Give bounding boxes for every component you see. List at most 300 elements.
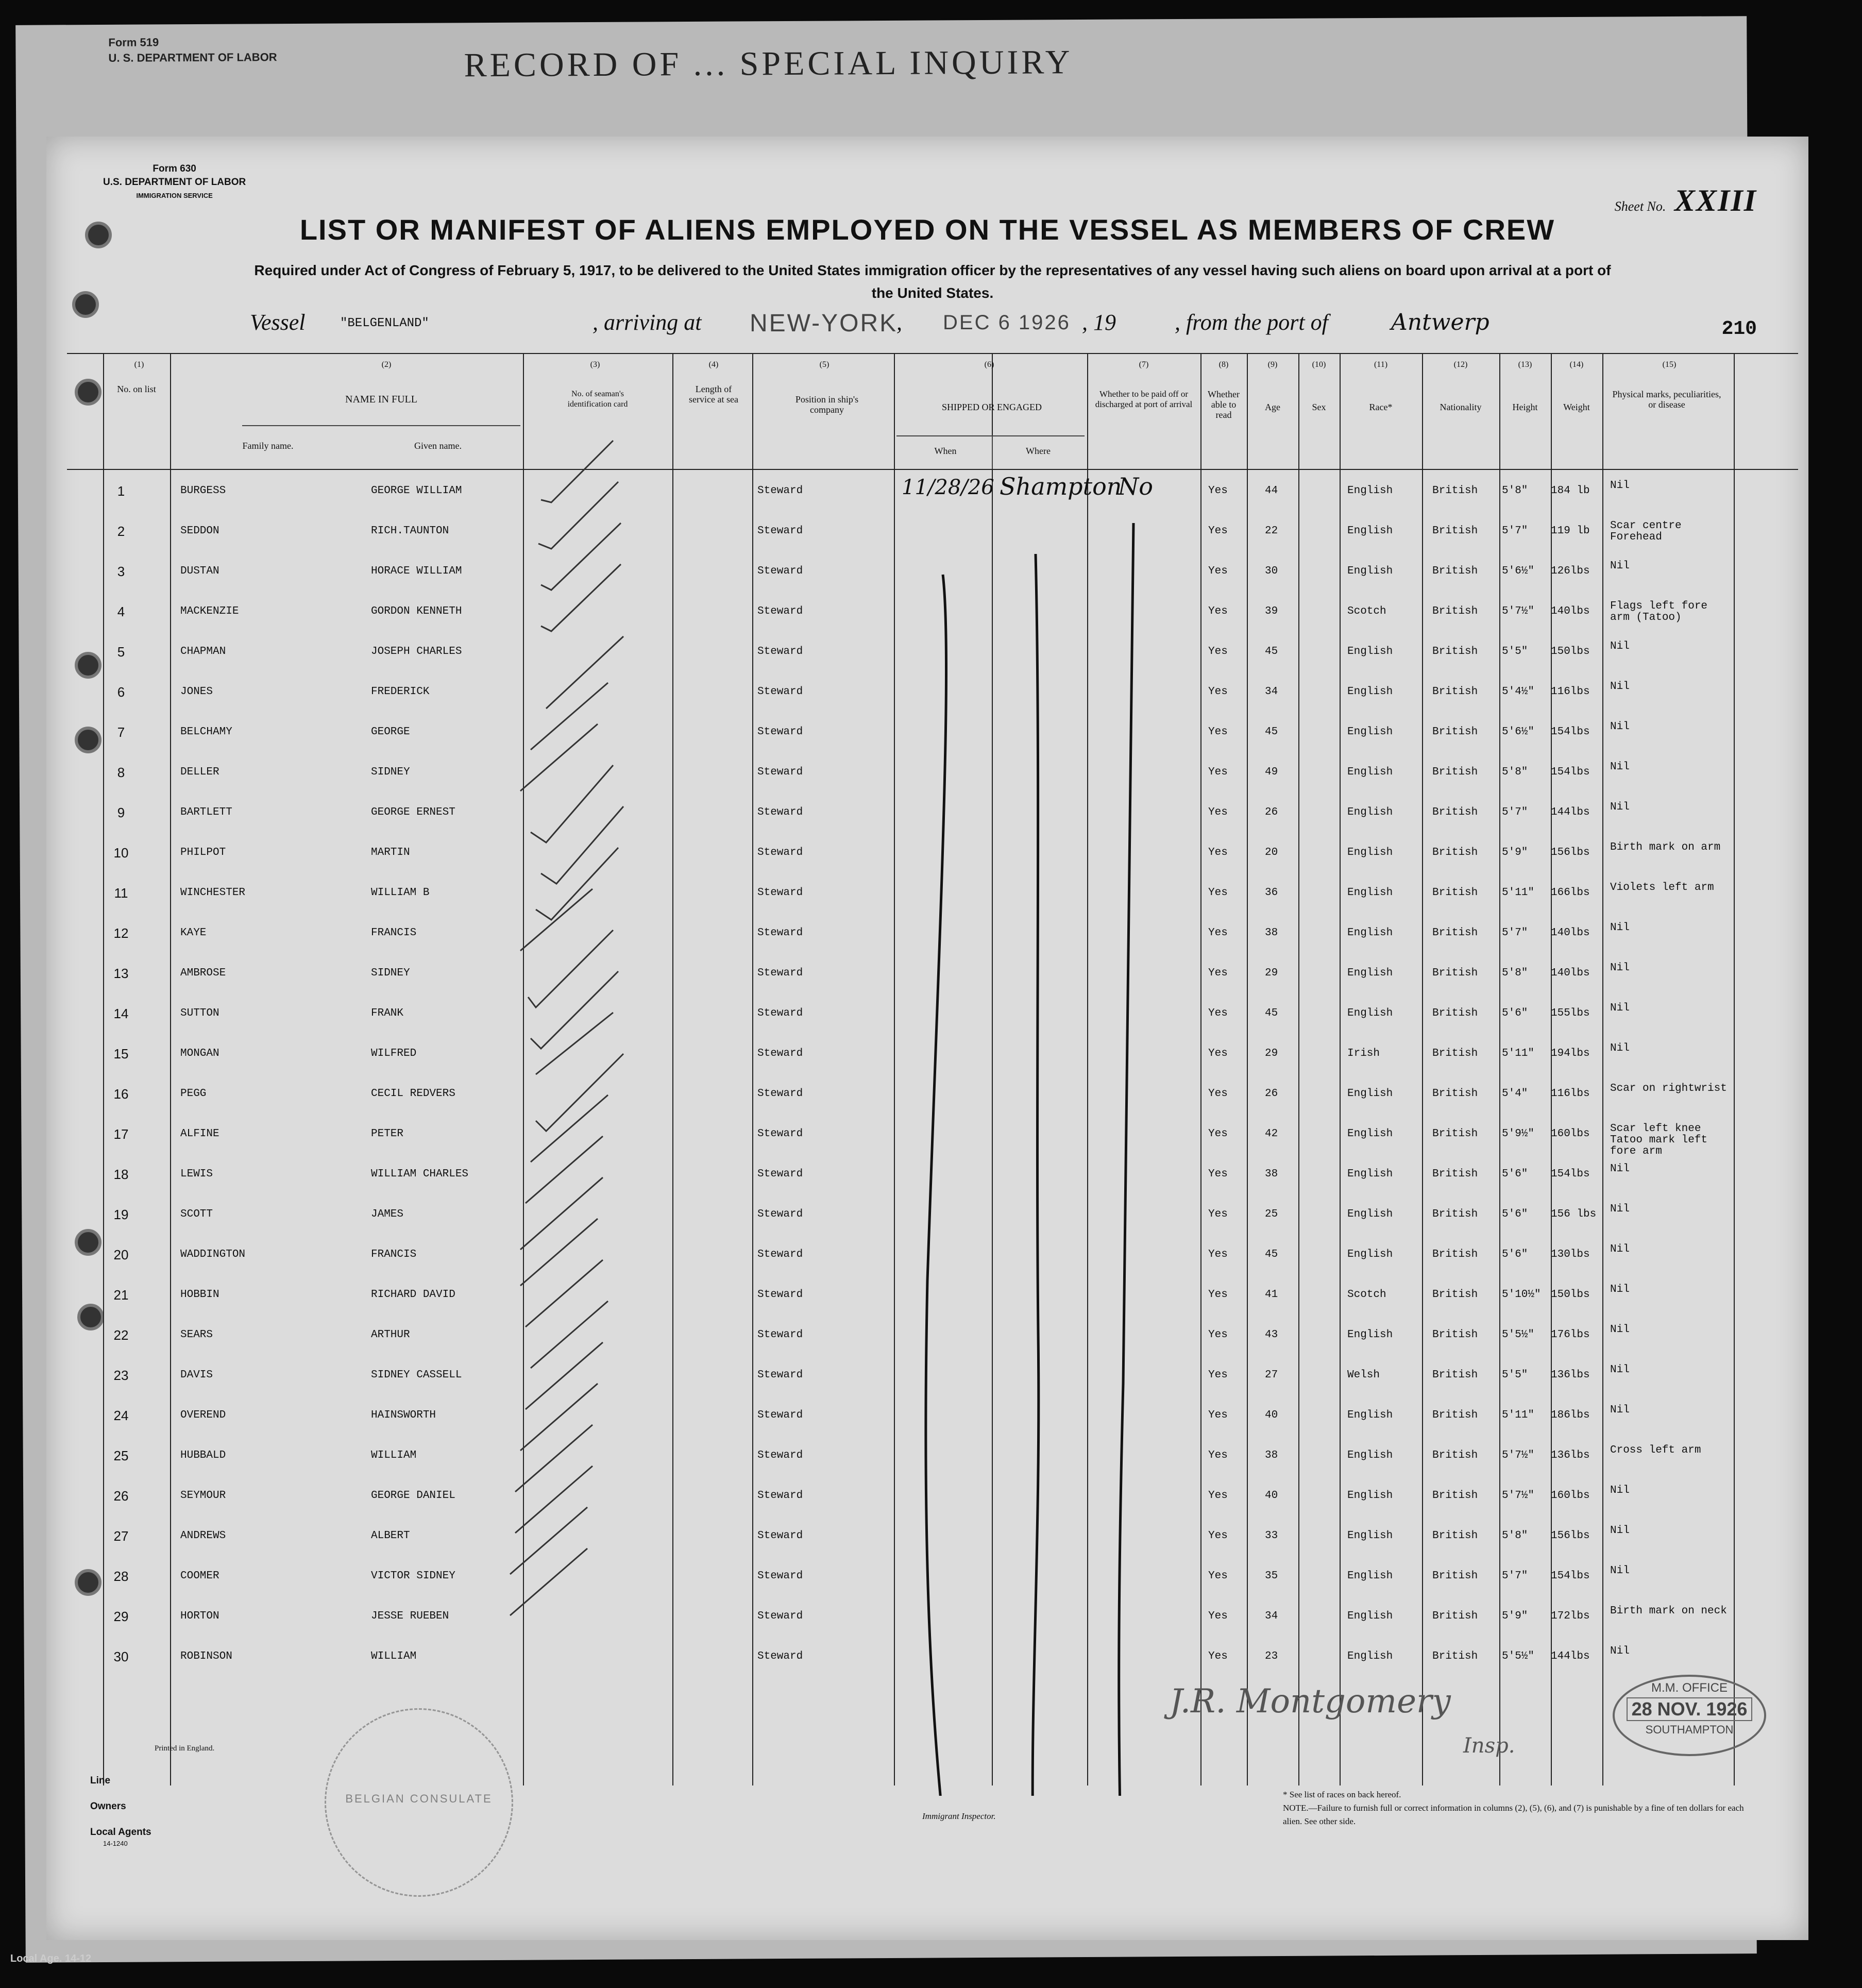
cell-weight: 154lbs bbox=[1551, 766, 1590, 778]
cell-position: Steward bbox=[757, 1409, 803, 1421]
cell-marks: Birth mark on arm bbox=[1610, 841, 1721, 853]
col-number: (2) bbox=[381, 360, 392, 369]
handwritten-marks bbox=[67, 353, 1798, 1796]
cell-read: Yes bbox=[1208, 605, 1228, 617]
cell-nationality: British bbox=[1432, 1409, 1478, 1421]
header-shipped: SHIPPED OR ENGAGED bbox=[941, 402, 1042, 412]
cell-weight: 126lbs bbox=[1551, 565, 1590, 577]
cell-read: Yes bbox=[1208, 1289, 1228, 1301]
cell-race: English bbox=[1347, 847, 1393, 858]
cell-position: Steward bbox=[757, 1289, 803, 1301]
cell-height: 5'8" bbox=[1502, 766, 1528, 778]
note-races: * See list of races on back hereof. bbox=[1283, 1790, 1401, 1799]
note-fine: NOTE.—Failure to furnish full or correct information in columns (2), (5), (6), and (7) is punishable by a fine of ten dollars for each alien. See other side. bbox=[1283, 1803, 1744, 1826]
col-number: (11) bbox=[1374, 360, 1388, 369]
cell-given: WILLIAM CHARLES bbox=[371, 1168, 469, 1180]
service: IMMIGRATION SERVICE bbox=[136, 192, 213, 199]
cell-given: GORDON KENNETH bbox=[371, 605, 462, 617]
cell-race: English bbox=[1347, 927, 1393, 939]
header-where: Where bbox=[1026, 446, 1051, 456]
cell-nationality: British bbox=[1432, 485, 1478, 497]
consulate-text: BELGIAN CONSULATE bbox=[345, 1792, 493, 1805]
cell-position: Steward bbox=[757, 1610, 803, 1622]
agents-code: 14-1240 bbox=[103, 1840, 128, 1847]
cell-family: SUTTON bbox=[180, 1007, 219, 1019]
cell-given: JAMES bbox=[371, 1208, 404, 1220]
cell-no: 13 bbox=[113, 966, 129, 981]
cell-nationality: British bbox=[1432, 847, 1478, 858]
cell-height: 5'6" bbox=[1502, 1208, 1528, 1220]
crew-table bbox=[67, 353, 1798, 1770]
cell-age: 25 bbox=[1265, 1208, 1278, 1220]
cell-nationality: British bbox=[1432, 1650, 1478, 1662]
cell-given: FRANK bbox=[371, 1007, 404, 1019]
stamp-city: SOUTHAMPTON bbox=[1645, 1723, 1734, 1736]
cell-weight: 160lbs bbox=[1551, 1128, 1590, 1140]
cell-no: 26 bbox=[113, 1488, 129, 1504]
owners-label: Owners bbox=[90, 1801, 126, 1812]
cell-race: Welsh bbox=[1347, 1369, 1380, 1381]
col-number: (1) bbox=[134, 360, 144, 369]
cell-race: Scotch bbox=[1347, 1289, 1386, 1301]
cell-read: Yes bbox=[1208, 1409, 1228, 1421]
cell-nationality: British bbox=[1432, 1208, 1478, 1220]
cell-position: Steward bbox=[757, 1650, 803, 1662]
cell-position: Steward bbox=[757, 686, 803, 698]
cell-no: 5 bbox=[117, 644, 125, 660]
cell-given: ALBERT bbox=[371, 1530, 410, 1542]
cell-given: WILFRED bbox=[371, 1048, 417, 1059]
cell-family: SEARS bbox=[180, 1329, 213, 1341]
cell-read: Yes bbox=[1208, 806, 1228, 818]
cell-height: 5'8" bbox=[1502, 1530, 1528, 1542]
printed-in: Printed in England. bbox=[155, 1744, 215, 1753]
cell-marks: Nil bbox=[1610, 801, 1630, 813]
cell-no: 18 bbox=[113, 1167, 129, 1182]
col-number: (15) bbox=[1662, 360, 1677, 369]
header-position: Position in ship's company bbox=[795, 394, 859, 415]
cell-position: Steward bbox=[757, 1128, 803, 1140]
cell-height: 5'8" bbox=[1502, 967, 1528, 979]
cell-given: JOSEPH CHARLES bbox=[371, 646, 462, 658]
cell-no: 9 bbox=[117, 805, 125, 820]
cell-weight: 156lbs bbox=[1551, 847, 1590, 858]
cell-family: CHAPMAN bbox=[180, 646, 226, 658]
cell-marks: Scar on rightwrist bbox=[1610, 1083, 1727, 1094]
back-form-no: Form 519 bbox=[108, 36, 159, 49]
cell-height: 5'7" bbox=[1502, 806, 1528, 818]
cell-height: 5'5½" bbox=[1502, 1329, 1535, 1341]
inspector-signature: J.R. Montgomery bbox=[1170, 1682, 1451, 1721]
arrival-date: DEC 6 1926 bbox=[943, 311, 1071, 334]
cell-height: 5'4½" bbox=[1502, 686, 1535, 698]
page-number: 210 bbox=[1721, 318, 1757, 340]
cell-given: PETER bbox=[371, 1128, 404, 1140]
vessel-name: "BELGENLAND" bbox=[340, 316, 429, 330]
cell-position: Steward bbox=[757, 485, 803, 497]
cell-height: 5'9" bbox=[1502, 1610, 1528, 1622]
inspector-label: Immigrant Inspector. bbox=[922, 1811, 996, 1821]
header-nationality: Nationality bbox=[1440, 402, 1482, 412]
tick-marks bbox=[510, 441, 623, 1615]
cell-nationality: British bbox=[1432, 806, 1478, 818]
page-title: LIST OR MANIFEST OF ALIENS EMPLOYED ON THE VESSEL AS MEMBERS OF CREW bbox=[299, 213, 1555, 246]
cell-race: English bbox=[1347, 1128, 1393, 1140]
vessel-label: Vessel bbox=[250, 310, 306, 335]
cell-age: 45 bbox=[1265, 726, 1278, 738]
cell-age: 20 bbox=[1265, 847, 1278, 858]
cell-marks: Nil bbox=[1610, 1163, 1630, 1175]
cell-height: 5'7½" bbox=[1502, 605, 1535, 617]
cell-given: GEORGE WILLIAM bbox=[371, 485, 462, 497]
cell-family: LEWIS bbox=[180, 1168, 213, 1180]
cell-age: 34 bbox=[1265, 1610, 1278, 1622]
cell-given: HAINSWORTH bbox=[371, 1409, 436, 1421]
cell-read: Yes bbox=[1208, 1450, 1228, 1461]
cell-given: WILLIAM bbox=[371, 1650, 417, 1662]
cell-race: English bbox=[1347, 1490, 1393, 1502]
cell-height: 5'9½" bbox=[1502, 1128, 1535, 1140]
cell-race: English bbox=[1347, 806, 1393, 818]
cell-no: 30 bbox=[113, 1649, 129, 1664]
cell-family: WADDINGTON bbox=[180, 1249, 246, 1260]
cell-given: SIDNEY bbox=[371, 967, 410, 979]
cell-no: 8 bbox=[117, 765, 125, 780]
cell-marks: Nil bbox=[1610, 761, 1630, 773]
cell-no: 25 bbox=[113, 1448, 129, 1463]
cell-age: 45 bbox=[1265, 1249, 1278, 1260]
cell-height: 5'4" bbox=[1502, 1088, 1528, 1100]
cell-position: Steward bbox=[757, 887, 803, 899]
sheet-no-value: XXIII bbox=[1674, 183, 1757, 217]
header-given: Given name. bbox=[414, 441, 462, 451]
consulate-seal bbox=[325, 1708, 513, 1897]
cell-height: 5'7" bbox=[1502, 1570, 1528, 1582]
cell-no: 23 bbox=[113, 1368, 129, 1383]
header-race: Race* bbox=[1369, 402, 1393, 412]
cell-age: 40 bbox=[1265, 1490, 1278, 1502]
cell-weight: 140lbs bbox=[1551, 967, 1590, 979]
cell-age: 38 bbox=[1265, 1168, 1278, 1180]
cell-family: HOBBIN bbox=[180, 1289, 219, 1301]
cell-race: English bbox=[1347, 686, 1393, 698]
agents-label: Local Agents bbox=[90, 1827, 151, 1838]
cell-weight: 176lbs bbox=[1551, 1329, 1590, 1341]
cell-read: Yes bbox=[1208, 1490, 1228, 1502]
cell-age: 23 bbox=[1265, 1650, 1278, 1662]
cell-weight: 194lbs bbox=[1551, 1048, 1590, 1059]
cell-marks: Nil bbox=[1610, 1243, 1630, 1255]
cell-age: 22 bbox=[1265, 525, 1278, 537]
cell-marks: Nil bbox=[1610, 962, 1630, 974]
cell-position: Steward bbox=[757, 967, 803, 979]
cell-race: Scotch bbox=[1347, 605, 1386, 617]
cell-age: 33 bbox=[1265, 1530, 1278, 1542]
cell-family: SEDDON bbox=[180, 525, 219, 537]
cell-height: 5'8" bbox=[1502, 485, 1528, 497]
cell-family: DELLER bbox=[180, 766, 219, 778]
cell-family: ALFINE bbox=[180, 1128, 219, 1140]
col-number: (4) bbox=[708, 360, 719, 369]
cell-position: Steward bbox=[757, 806, 803, 818]
cell-given: GEORGE bbox=[371, 726, 410, 738]
cell-nationality: British bbox=[1432, 1088, 1478, 1100]
insp-mark: Insp. bbox=[1463, 1734, 1515, 1758]
cell-given: RICHARD DAVID bbox=[371, 1289, 455, 1301]
cell-marks: Nil bbox=[1610, 1565, 1630, 1577]
cell-weight: 156 lbs bbox=[1551, 1208, 1597, 1220]
cell-marks: Scar left knee Tatoo mark left fore arm bbox=[1610, 1123, 1708, 1157]
cell-marks: Nil bbox=[1610, 1364, 1630, 1376]
cell-no: 19 bbox=[113, 1207, 129, 1222]
cell-no: 12 bbox=[113, 925, 129, 941]
col-number: (8) bbox=[1218, 360, 1229, 369]
cell-age: 38 bbox=[1265, 927, 1278, 939]
cell-no: 22 bbox=[113, 1327, 129, 1343]
cell-no: 29 bbox=[113, 1609, 129, 1624]
cell-read: Yes bbox=[1208, 726, 1228, 738]
cell-nationality: British bbox=[1432, 1168, 1478, 1180]
cell-nationality: British bbox=[1432, 565, 1478, 577]
cell-position: Steward bbox=[757, 525, 803, 537]
header-when: When bbox=[934, 446, 957, 456]
cell-read: Yes bbox=[1208, 927, 1228, 939]
cell-marks: Cross left arm bbox=[1610, 1444, 1701, 1456]
back-form-id bbox=[108, 34, 277, 66]
cell-weight: 130lbs bbox=[1551, 1249, 1590, 1260]
cell-height: 5'11" bbox=[1502, 1048, 1535, 1059]
cell-marks: Violets left arm bbox=[1610, 882, 1714, 894]
cell-read: Yes bbox=[1208, 485, 1228, 497]
cell-given: WILLIAM B bbox=[371, 887, 430, 899]
cell-read: Yes bbox=[1208, 565, 1228, 577]
cell-given: FREDERICK bbox=[371, 686, 430, 698]
cell-read: Yes bbox=[1208, 1329, 1228, 1341]
cell-race: English bbox=[1347, 485, 1393, 497]
cell-family: SEYMOUR bbox=[180, 1490, 226, 1502]
form-no: Form 630 bbox=[153, 163, 196, 174]
cell-given: WILLIAM bbox=[371, 1450, 417, 1461]
cell-race: English bbox=[1347, 1530, 1393, 1542]
cell-weight: 155lbs bbox=[1551, 1007, 1590, 1019]
cell-given: GEORGE DANIEL bbox=[371, 1490, 455, 1502]
cell-marks: Nil bbox=[1610, 1404, 1630, 1416]
cell-height: 5'10½" bbox=[1502, 1289, 1541, 1301]
cell-race: English bbox=[1347, 565, 1393, 577]
cell-given: SIDNEY bbox=[371, 766, 410, 778]
cell-race: English bbox=[1347, 1450, 1393, 1461]
page-subtitle: Required under Act of Congress of February 5, 1917, to be delivered to the United States immigration officer by the representatives of any vessel having such aliens on board upon arrival at a port of the United States. bbox=[254, 262, 1611, 301]
cell-family: SCOTT bbox=[180, 1208, 213, 1220]
cell-age: 36 bbox=[1265, 887, 1278, 899]
sheet-label: Sheet No. bbox=[1614, 199, 1666, 214]
cell-weight: 144lbs bbox=[1551, 806, 1590, 818]
cell-position: Steward bbox=[757, 1490, 803, 1502]
ditto-line-paid bbox=[1119, 523, 1133, 1796]
cell-height: 5'11" bbox=[1502, 887, 1535, 899]
cell-marks: Nil bbox=[1610, 721, 1630, 733]
cell-weight: 160lbs bbox=[1551, 1490, 1590, 1502]
cell-age: 27 bbox=[1265, 1369, 1278, 1381]
cell-given: JESSE RUEBEN bbox=[371, 1610, 449, 1622]
cell-given: HORACE WILLIAM bbox=[371, 565, 462, 577]
cell-family: BARTLETT bbox=[180, 806, 232, 818]
cell-position: Steward bbox=[757, 1048, 803, 1059]
cell-nationality: British bbox=[1432, 1369, 1478, 1381]
cell-read: Yes bbox=[1208, 847, 1228, 858]
cell-age: 45 bbox=[1265, 646, 1278, 658]
cell-position: Steward bbox=[757, 847, 803, 858]
office-stamp bbox=[1613, 1675, 1766, 1756]
cell-race: Irish bbox=[1347, 1048, 1380, 1059]
line-label: Line bbox=[90, 1775, 111, 1786]
cell-family: PHILPOT bbox=[180, 847, 226, 858]
cell-height: 5'6½" bbox=[1502, 726, 1535, 738]
cell-marks: Nil bbox=[1610, 1324, 1630, 1336]
cell-read: Yes bbox=[1208, 1369, 1228, 1381]
cell-weight: 156lbs bbox=[1551, 1530, 1590, 1542]
cell-age: 26 bbox=[1265, 806, 1278, 818]
cell-family: BURGESS bbox=[180, 485, 226, 497]
cell-no: 21 bbox=[113, 1287, 129, 1303]
cell-weight: 154lbs bbox=[1551, 1570, 1590, 1582]
col-number: (10) bbox=[1312, 360, 1326, 369]
cell-weight: 150lbs bbox=[1551, 646, 1590, 658]
cell-nationality: British bbox=[1432, 1048, 1478, 1059]
cell-weight: 116lbs bbox=[1551, 1088, 1590, 1100]
cell-nationality: British bbox=[1432, 1289, 1478, 1301]
cell-family: KAYE bbox=[180, 927, 207, 939]
cell-position: Steward bbox=[757, 1369, 803, 1381]
cell-given: MARTIN bbox=[371, 847, 410, 858]
cell-race: English bbox=[1347, 887, 1393, 899]
cell-age: 49 bbox=[1265, 766, 1278, 778]
cell-age: 42 bbox=[1265, 1128, 1278, 1140]
cell-weight: 172lbs bbox=[1551, 1610, 1590, 1622]
arriving-label: , arriving at bbox=[593, 310, 702, 335]
cell-height: 5'11" bbox=[1502, 1409, 1535, 1421]
cell-marks: Nil bbox=[1610, 1002, 1630, 1014]
cell-age: 30 bbox=[1265, 565, 1278, 577]
cell-nationality: British bbox=[1432, 646, 1478, 658]
cell-race: English bbox=[1347, 1329, 1393, 1341]
cell-height: 5'9" bbox=[1502, 847, 1528, 858]
cell-position: Steward bbox=[757, 927, 803, 939]
cell-height: 5'5" bbox=[1502, 1369, 1528, 1381]
cell-weight: 144lbs bbox=[1551, 1650, 1590, 1662]
cell-no: 28 bbox=[113, 1569, 129, 1584]
cell-no: 14 bbox=[113, 1006, 129, 1021]
cell-race: English bbox=[1347, 1208, 1393, 1220]
cell-position: Steward bbox=[757, 1450, 803, 1461]
cell-race: English bbox=[1347, 1249, 1393, 1260]
cell-read: Yes bbox=[1208, 1208, 1228, 1220]
cell-position: Steward bbox=[757, 1570, 803, 1582]
header-name: NAME IN FULL bbox=[345, 394, 417, 405]
cell-nationality: British bbox=[1432, 1450, 1478, 1461]
header-age: Age bbox=[1265, 402, 1280, 412]
cell-position: Steward bbox=[757, 726, 803, 738]
header-paid-off: Whether to be paid off or discharged at port of arrival bbox=[1095, 389, 1193, 409]
form-identifier bbox=[103, 162, 246, 203]
cell-position: Steward bbox=[757, 1530, 803, 1542]
cell-race: English bbox=[1347, 525, 1393, 537]
cell-no: 4 bbox=[117, 604, 125, 619]
back-dept: U. S. DEPARTMENT OF LABOR bbox=[108, 50, 277, 64]
cell-no: 7 bbox=[117, 725, 125, 740]
cell-weight: 166lbs bbox=[1551, 887, 1590, 899]
cell-nationality: British bbox=[1432, 1530, 1478, 1542]
cell-height: 5'5½" bbox=[1502, 1650, 1535, 1662]
cell-nationality: British bbox=[1432, 1570, 1478, 1582]
cell-family: HUBBALD bbox=[180, 1450, 226, 1461]
cell-given: FRANCIS bbox=[371, 1249, 417, 1260]
cell-given: SIDNEY CASSELL bbox=[371, 1369, 462, 1381]
cell-read: Yes bbox=[1208, 646, 1228, 658]
ditto-line-when bbox=[926, 575, 946, 1796]
cell-read: Yes bbox=[1208, 1007, 1228, 1019]
cell-height: 5'6½" bbox=[1502, 565, 1535, 577]
cell-read: Yes bbox=[1208, 686, 1228, 698]
cell-race: English bbox=[1347, 1409, 1393, 1421]
comma: , bbox=[896, 310, 902, 335]
cell-weight: 184 lb bbox=[1551, 485, 1590, 497]
cell-weight: 150lbs bbox=[1551, 1289, 1590, 1301]
cell-weight: 140lbs bbox=[1551, 927, 1590, 939]
from-port: Antwerp bbox=[1391, 309, 1489, 335]
cell-age: 39 bbox=[1265, 605, 1278, 617]
ditto-line-where bbox=[1032, 554, 1039, 1796]
cell-given: RICH.TAUNTON bbox=[371, 525, 449, 537]
shipped-where: Shampton bbox=[1000, 473, 1122, 500]
cell-height: 5'7½" bbox=[1502, 1490, 1535, 1502]
cell-nationality: British bbox=[1432, 887, 1478, 899]
col-number: (5) bbox=[819, 360, 830, 369]
cell-marks: Nil bbox=[1610, 480, 1630, 492]
cell-weight: 136lbs bbox=[1551, 1369, 1590, 1381]
cell-height: 5'7½" bbox=[1502, 1450, 1535, 1461]
cell-age: 43 bbox=[1265, 1329, 1278, 1341]
cell-race: English bbox=[1347, 967, 1393, 979]
cell-nationality: British bbox=[1432, 726, 1478, 738]
cell-race: English bbox=[1347, 1007, 1393, 1019]
cell-given: CECIL REDVERS bbox=[371, 1088, 455, 1100]
cell-no: 1 bbox=[117, 483, 125, 499]
cell-given: VICTOR SIDNEY bbox=[371, 1570, 455, 1582]
cell-marks: Nil bbox=[1610, 1284, 1630, 1295]
cell-family: ANDREWS bbox=[180, 1530, 226, 1542]
header-length: Length of service at sea bbox=[689, 384, 738, 405]
cell-marks: Nil bbox=[1610, 560, 1630, 572]
cell-age: 29 bbox=[1265, 1048, 1278, 1059]
cell-nationality: British bbox=[1432, 1128, 1478, 1140]
cell-read: Yes bbox=[1208, 1249, 1228, 1260]
cell-position: Steward bbox=[757, 1329, 803, 1341]
cell-family: DUSTAN bbox=[180, 565, 219, 577]
cell-no: 2 bbox=[117, 524, 125, 539]
cell-weight: 154lbs bbox=[1551, 726, 1590, 738]
cell-height: 5'7" bbox=[1502, 525, 1528, 537]
back-title: RECORD OF ... SPECIAL INQUIRY bbox=[464, 43, 1073, 85]
cell-read: Yes bbox=[1208, 1570, 1228, 1582]
cell-no: 15 bbox=[113, 1046, 129, 1062]
cell-family: AMBROSE bbox=[180, 967, 226, 979]
col-number: (12) bbox=[1453, 360, 1468, 369]
cell-marks: Nil bbox=[1610, 922, 1630, 934]
cell-read: Yes bbox=[1208, 1530, 1228, 1542]
footnote bbox=[1283, 1788, 1747, 1828]
stamp-date: 28 NOV. 1926 bbox=[1627, 1697, 1753, 1721]
